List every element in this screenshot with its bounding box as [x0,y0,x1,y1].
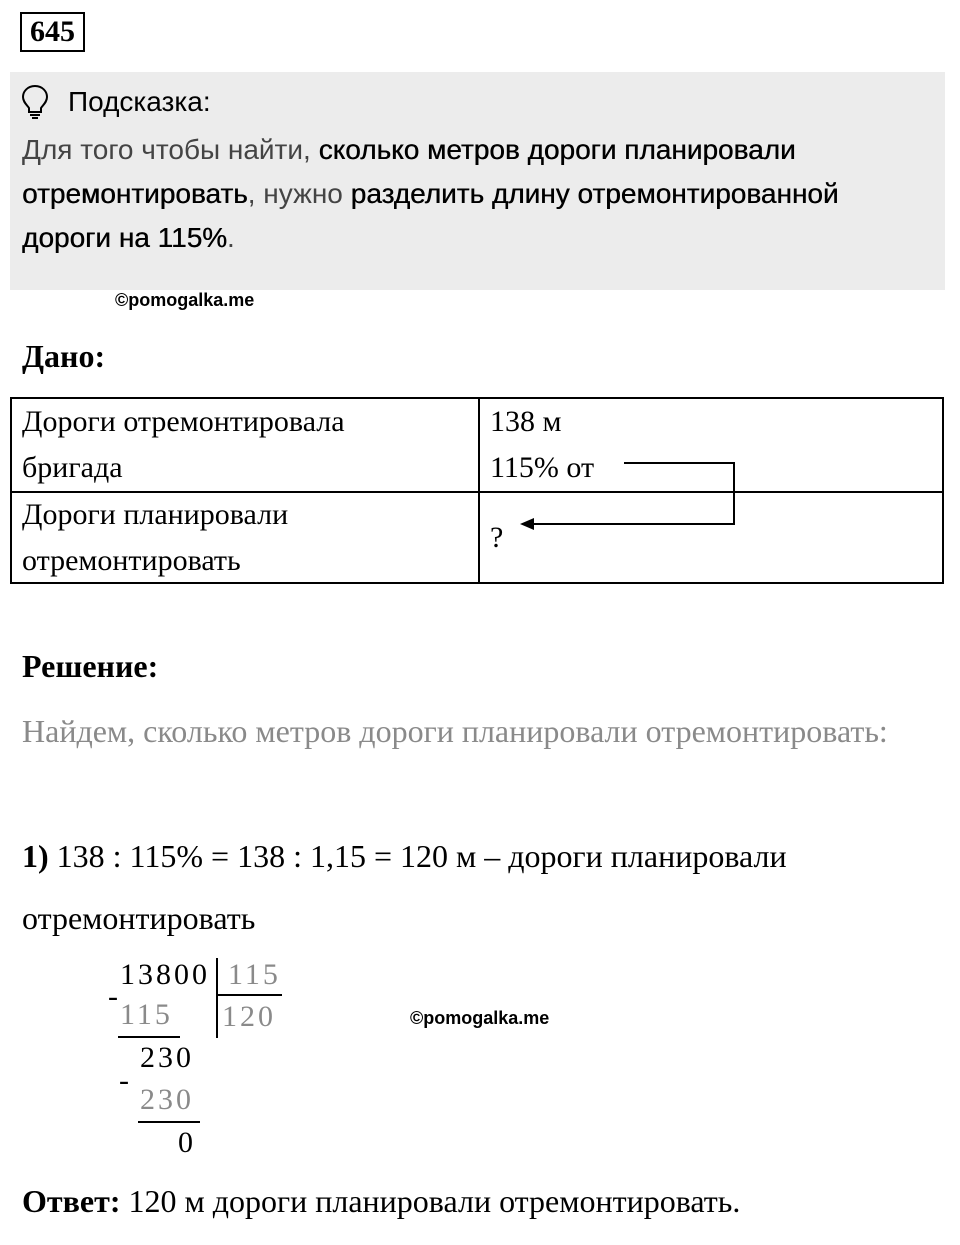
solution-step-1 [22,825,922,949]
lightbulb-icon [20,84,50,120]
given-table [10,397,944,584]
division-bar-horizontal [216,994,282,996]
division-remainder-1: 230 [140,1041,194,1074]
watermark: ©pomogalka.me [115,290,255,310]
hint-text-part: Для того чтобы найти, [22,134,319,165]
arrow-connector [12,399,946,586]
task-number: 645 [20,12,85,52]
step-number: 1) [22,838,49,874]
cell-line: бригада [22,451,123,484]
given-title: Дано: [22,338,106,374]
answer [22,1183,740,1220]
division-remainder-final: 0 [178,1126,193,1159]
division-subtrahend-1: 115 [120,998,173,1031]
division-bar-vertical [216,958,218,1038]
solution-intro: Найдем, сколько метров дороги планировали отремонтировать: [22,713,888,749]
table-cell-planned-value: ? [490,521,504,554]
hint-text-part: , нужно [247,178,351,209]
hint-text-part: . [227,222,235,253]
cell-line: 138 м [490,405,562,438]
hint-emphasis: сколько метров дороги планировали отремонтировать [22,134,796,209]
minus-sign: - [108,980,118,1013]
division-divisor: 115 [228,958,281,991]
division-underline [118,1036,180,1038]
step-text: 138 : 115% = 138 : 1,15 = 120 м – дороги планировали отремонтировать [22,838,787,936]
division-dividend: 13800 [120,958,210,991]
answer-label: Ответ: [22,1183,121,1219]
division-subtrahend-2: 230 [140,1083,194,1116]
minus-sign: - [119,1064,129,1097]
hint-emphasis: разделить длину отремонтированной дороги на 115% [22,178,839,253]
solution-title: Решение: [22,648,159,684]
hint-box [10,72,945,290]
hint-title: Подсказка: [68,86,211,117]
cell-line: отремонтировать [22,544,241,577]
answer-text: 120 м дороги планировали отремонтировать. [120,1183,741,1219]
watermark: ©pomogalka.me [410,1008,550,1028]
division-underline [138,1121,200,1123]
cell-line: Дороги отремонтировала [22,405,345,438]
cell-line: 115% от [490,451,595,484]
hint-text [22,128,932,260]
division-quotient: 120 [222,1000,276,1033]
cell-line: Дороги планировали [22,498,289,531]
